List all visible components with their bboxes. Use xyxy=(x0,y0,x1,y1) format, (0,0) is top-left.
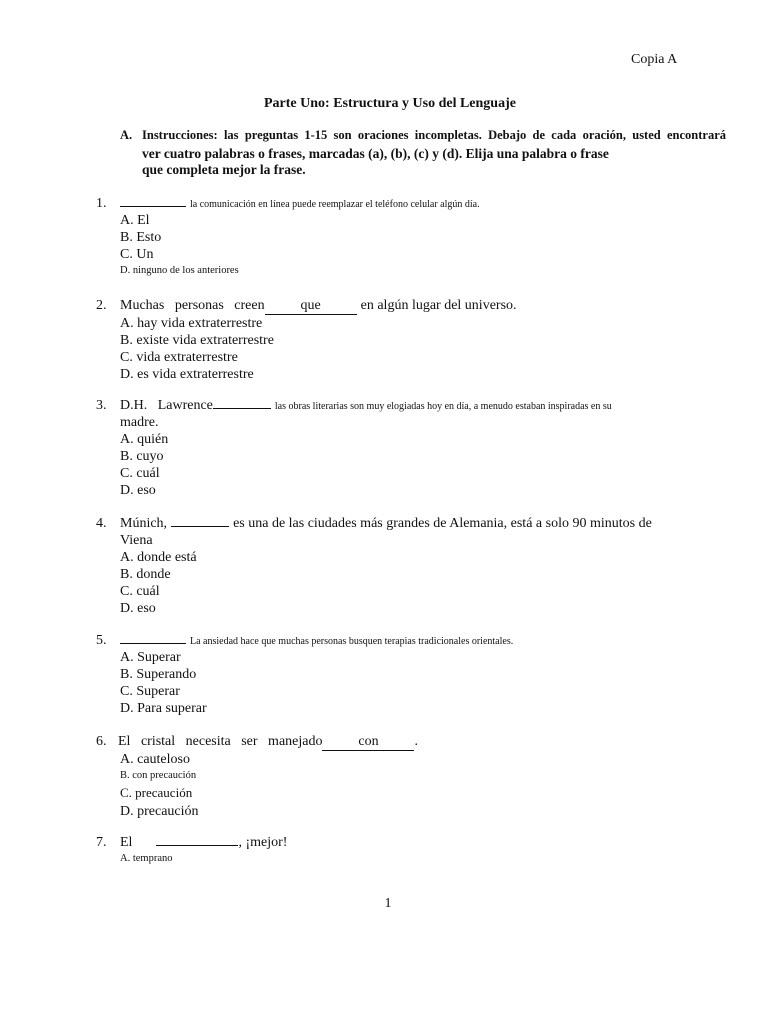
question-text-after: en algún lugar del universo. xyxy=(360,298,517,313)
option-a: A. quién xyxy=(120,432,169,447)
question-text-after: las obras literarias son muy elogiadas hoy en día, a menudo estaban inspiradas en su xyxy=(274,401,612,412)
question-text-before: Múnich, xyxy=(120,516,168,531)
question-text-before: Muchas personas creen xyxy=(120,298,265,313)
question-continuation: Viena xyxy=(120,533,153,548)
question-3 xyxy=(96,398,716,499)
instructions-line-3: que completa mejor la frase. xyxy=(142,162,306,177)
option-a: A. hay vida extraterrestre xyxy=(120,316,263,331)
answer-blank xyxy=(213,407,271,409)
question-number: 6. xyxy=(96,734,107,749)
option-d: D. eso xyxy=(120,483,156,498)
answer-blank xyxy=(171,525,229,527)
option-b: B. con precaución xyxy=(120,770,197,781)
instructions-line-2: ver cuatro palabras o frases, marcadas (a), (b), (c) y (d). Elija una palabra o frase xyxy=(142,146,609,161)
question-4 xyxy=(96,516,716,617)
question-continuation: madre. xyxy=(120,415,159,430)
option-c: C. Un xyxy=(120,247,154,262)
answer-blank: con xyxy=(322,734,414,751)
question-text: la comunicación en línea puede reemplazar el teléfono celular algún día. xyxy=(190,199,480,210)
answer-blank xyxy=(120,642,186,644)
option-b: B. Superando xyxy=(120,667,197,682)
question-number: 5. xyxy=(96,633,107,648)
question-2 xyxy=(96,298,716,383)
instructions-letter: A. xyxy=(120,128,133,142)
question-5 xyxy=(96,633,716,717)
question-text-after: , ¡mejor! xyxy=(238,835,288,850)
question-number: 1. xyxy=(96,196,107,211)
copy-label: Copia A xyxy=(631,52,678,67)
section-title: Parte Uno: Estructura y Uso del Lenguaje xyxy=(264,96,516,111)
answer-blank xyxy=(120,205,186,207)
option-c: C. vida extraterrestre xyxy=(120,350,238,365)
option-c: C. Superar xyxy=(120,684,180,699)
question-text-before: D.H. Lawrence xyxy=(120,398,213,413)
option-c: C. cuál xyxy=(120,584,160,599)
option-d: D. es vida extraterrestre xyxy=(120,367,254,382)
option-b: B. Esto xyxy=(120,230,162,245)
question-6 xyxy=(96,734,716,820)
question-text-after: . xyxy=(414,734,418,749)
option-a: A. El xyxy=(120,213,150,228)
answer-blank xyxy=(156,844,238,846)
option-b: B. donde xyxy=(120,567,171,582)
option-a: A. cauteloso xyxy=(120,752,190,767)
question-text: La ansiedad hace que muchas personas busquen terapias tradicionales orientales. xyxy=(190,636,514,647)
page-number: 1 xyxy=(384,896,392,911)
question-text-before: El cristal necesita ser manejado xyxy=(118,734,323,749)
option-b: B. existe vida extraterrestre xyxy=(120,333,274,348)
option-d: D. eso xyxy=(120,601,156,616)
answer-blank: que xyxy=(265,298,357,315)
option-a: A. donde está xyxy=(120,550,197,565)
option-a: A. Superar xyxy=(120,650,181,665)
question-text-after: es una de las ciudades más grandes de Alemania, está a solo 90 minutos de xyxy=(233,516,652,531)
question-number: 3. xyxy=(96,398,107,413)
question-number: 2. xyxy=(96,298,107,313)
instructions-line-1: Instrucciones: las preguntas 1-15 son oraciones incompletas. Debajo de cada oración, usted encontrará xyxy=(142,128,726,142)
question-number: 7. xyxy=(96,835,107,850)
option-d: D. ninguno de los anteriores xyxy=(120,265,239,276)
option-c: C. precaución xyxy=(120,785,193,800)
option-d: D. Para superar xyxy=(120,701,207,716)
instructions-block xyxy=(120,128,726,178)
question-7 xyxy=(96,835,716,867)
question-text-before: El xyxy=(120,835,133,850)
question-number: 4. xyxy=(96,516,107,531)
option-a: A. temprano xyxy=(120,853,173,864)
option-d: D. precaución xyxy=(120,804,199,819)
option-c: C. cuál xyxy=(120,466,160,481)
option-b: B. cuyo xyxy=(120,449,164,464)
question-1 xyxy=(96,196,716,279)
